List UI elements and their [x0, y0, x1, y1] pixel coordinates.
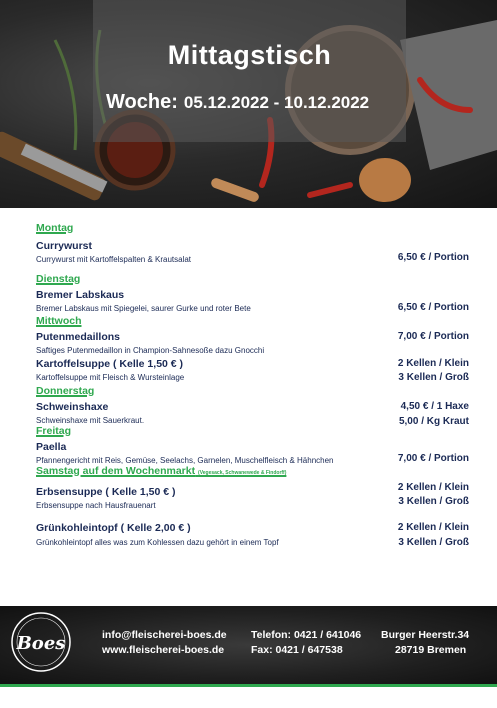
day-heading-thursday: Donnerstag: [36, 385, 95, 397]
footer-divider: [0, 684, 497, 687]
page-title: Mittagstisch: [167, 40, 332, 70]
day-heading-friday: Freitag: [36, 425, 72, 437]
dish-price: 4,50 € / 1 Haxe: [400, 401, 469, 412]
title-overlay: [93, 0, 406, 142]
week-dates: 05.12.2022 - 10.12.2022: [183, 93, 370, 112]
dish-price: 5,00 / Kg Kraut: [398, 416, 469, 427]
day-heading-wednesday: Mittwoch: [36, 315, 82, 327]
dish-description: Saftiges Putenmedaillon in Champion-Sahnesoße dazu Gnocchi: [36, 346, 265, 355]
market-locations: (Vegesack, Schwanewede & Findorff): [198, 470, 287, 476]
dish-price: 2 Kellen / Klein: [397, 482, 469, 493]
dish-description: Bremer Labskaus mit Spiegelei, saurer Gurke und roter Bete: [36, 304, 251, 313]
day-heading-saturday-label: Samstag auf dem Wochenmarkt: [36, 465, 196, 477]
dish-price: 3 Kellen / Groß: [398, 372, 469, 383]
dish-price: 2 Kellen / Klein: [397, 358, 469, 369]
footer-website[interactable]: www.fleischerei-boes.de: [102, 644, 225, 656]
dish-price: 6,50 € / Portion: [397, 302, 469, 313]
dish-name: Schweinshaxe: [36, 401, 109, 413]
day-heading-tuesday: Dienstag: [36, 273, 81, 285]
boes-logo: [10, 611, 72, 673]
week-label: Woche:: [106, 91, 178, 113]
footer-city: 28719 Bremen: [395, 644, 467, 656]
dish-price: 3 Kellen / Groß: [398, 537, 469, 548]
dish-name: Kartoffelsuppe ( Kelle 1,50 € ): [36, 358, 184, 370]
week-range: [106, 91, 369, 114]
dish-name: Erbsensuppe ( Kelle 1,50 € ): [36, 486, 176, 498]
footer-street: Burger Heerstr.34: [381, 629, 470, 641]
dish-description: Pfannengericht mit Reis, Gemüse, Seelachs, Garnelen, Muschelfleisch & Hähnchen: [36, 456, 334, 465]
dish-name: Grünkohleintopf ( Kelle 2,00 € ): [36, 522, 191, 534]
dish-price: 6,50 € / Portion: [397, 252, 469, 263]
dish-description: Erbsensuppe nach Hausfrauenart: [36, 501, 156, 510]
footer-phone: Telefon: 0421 / 641046: [251, 629, 362, 641]
dish-name: Putenmedaillons: [36, 331, 121, 343]
footer-email[interactable]: info@fleischerei-boes.de: [102, 629, 227, 641]
dish-price: 3 Kellen / Groß: [398, 496, 469, 507]
day-heading-saturday: [36, 465, 286, 477]
logo-wordmark: Boes: [16, 633, 66, 654]
dish-description: Kartoffelsuppe mit Fleisch & Wursteinlage: [36, 373, 185, 382]
dish-name: Bremer Labskaus: [36, 289, 125, 301]
dish-name: Currywurst: [36, 240, 93, 252]
dish-price: 7,00 € / Portion: [397, 331, 469, 342]
dish-price: 7,00 € / Portion: [397, 453, 469, 464]
dish-description: Currywurst mit Kartoffelspalten & Krautsalat: [36, 255, 192, 264]
day-heading-monday: Montag: [36, 222, 74, 234]
dish-price: 2 Kellen / Klein: [397, 522, 469, 533]
dish-description: Grünkohleintopf alles was zum Kohlessen dazu gehört in einem Topf: [36, 538, 279, 547]
dish-name: Paella: [36, 441, 67, 453]
footer-fax: Fax: 0421 / 647538: [251, 644, 343, 656]
dish-description: Schweinshaxe mit Sauerkraut.: [36, 416, 145, 425]
